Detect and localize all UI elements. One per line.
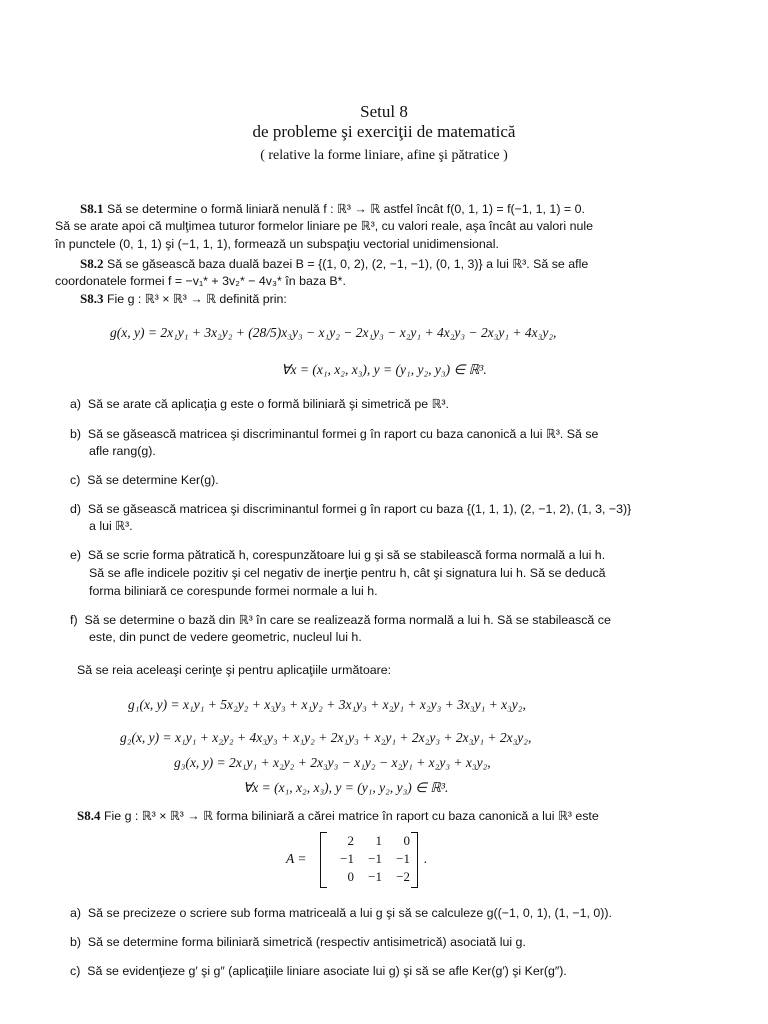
item-tag: b) xyxy=(70,935,82,949)
matrix-cell: −2 xyxy=(396,869,410,884)
s83-item-f xyxy=(70,612,611,629)
matrix-table xyxy=(326,832,410,886)
s83-item-d-cont: a lui ℝ³. xyxy=(89,519,133,533)
s83-item-a xyxy=(70,396,449,413)
s81-line1 xyxy=(80,200,585,218)
s83-item-e-cont1: Să se afle indicele pozitiv şi cel negativ de inerţie pentru h, cât şi signatura lui h. Să se deducă xyxy=(89,566,606,580)
matrix-name: A = xyxy=(286,851,307,866)
item-tag: c) xyxy=(70,473,81,487)
matrix-row xyxy=(326,850,410,868)
s84-intro-line xyxy=(77,807,599,825)
item-tag: e) xyxy=(70,548,82,562)
s84-item-c xyxy=(70,963,567,980)
s83-forall: ∀x = (x₁, x₂, x₃), y = (y₁, y₂, y₃) ∈ ℝ³. xyxy=(281,362,487,377)
s83-repeat: Să se reia aceleaşi cerinţe şi pentru aplicaţiile următoare: xyxy=(77,663,392,677)
s83-g3: g₃(x, y) = 2x₁y₁ + x₂y₂ + 2x₃y₃ − x₁y₂ − x₂y₁ + x₂y₃ + x₃y₂, xyxy=(174,755,491,770)
item-tag: b) xyxy=(70,427,82,441)
item-tag: f) xyxy=(70,613,78,627)
matrix-cell: 0 xyxy=(403,833,410,848)
s81-line3: în punctele (0, 1, 1) şi (−1, 1, 1), formează un subspaţiu vectorial unidimensional. xyxy=(55,237,499,251)
item-tag: c) xyxy=(70,964,81,978)
matrix-period: . xyxy=(424,851,428,866)
matrix-cell: −1 xyxy=(396,851,410,866)
item-text: Să se determine o bază din ℝ³ în care se realizează forma normală a lui h. Să se stabilească ce xyxy=(84,613,611,627)
s83-item-d xyxy=(70,501,631,518)
item-text: Să se găsească matricea şi discriminantul formei g în raport cu baza canonică a lui ℝ³. Să se xyxy=(87,427,599,441)
matrix-cell: 1 xyxy=(375,833,382,848)
item-text: Să se scrie forma pătratică h, corespunzătoare lui g şi să se stabilească forma normală a lui h. xyxy=(87,548,606,562)
s82-line1 xyxy=(80,255,588,273)
s84-label: S8.4 xyxy=(77,808,101,823)
item-tag: d) xyxy=(70,502,82,516)
item-text: Să se determine Ker(g). xyxy=(87,473,219,487)
s83-g1: g₁(x, y) = x₁y₁ + 5x₂y₂ + x₃y₃ + x₁y₂ + 3x₁y₃ + x₂y₁ + x₂y₃ + 3x₃y₁ + x₃y₂, xyxy=(128,697,526,712)
matrix-cell: −1 xyxy=(368,851,382,866)
matrix-right-bracket xyxy=(411,832,418,888)
s83-item-b xyxy=(70,426,598,443)
item-text: Să se determine forma biliniară simetrică (respectiv antisimetrică) asociată lui g. xyxy=(87,935,526,949)
s83-forall2: ∀x = (x₁, x₂, x₃), y = (y₁, y₂, y₃) ∈ ℝ³. xyxy=(243,780,449,795)
s84-item-b xyxy=(70,934,526,951)
item-text: Să se precizeze o scriere sub forma matriceală a lui g şi să se calculeze g((−1, 0, 1), (1, −1, 0)). xyxy=(87,906,612,920)
item-text: Să se evidenţieze g′ şi g″ (aplicaţiile liniare asociate lui g) şi să se afle Ker(g′) şi Ker(g″). xyxy=(87,964,567,978)
item-text: Să se arate că aplicaţia g este o formă biliniară şi simetrică pe ℝ³. xyxy=(87,397,449,411)
s81-line2: Să se arate apoi că mulţimea tuturor formelor liniare pe ℝ³, cu valori reale, aşa încât au valori nule xyxy=(55,219,594,233)
s83-item-c xyxy=(70,472,219,489)
s82-text1: Să se găsească baza duală bazei B = {(1, 0, 2), (2, −1, −1), (0, 1, 3)} a lui ℝ³. Să se afle xyxy=(106,257,589,271)
s82-label: S8.2 xyxy=(80,256,104,271)
s83-formula: g(x, y) = 2x₁y₁ + 3x₂y₂ + (28/5)x₃y₃ − x₁y₂ − 2x₁y₃ − x₂y₁ + 4x₂y₃ − 2x₃y₁ + 4x₃y₂, xyxy=(110,325,557,340)
matrix-A xyxy=(320,832,418,888)
s84-item-a xyxy=(70,905,612,922)
s81-text1: Să se determine o formă liniară nenulă f : ℝ³ → ℝ astfel încât f(0, 1, 1) = f(−1, 1, 1) = 0. xyxy=(106,202,585,216)
page-note: ( relative la forme liniare, afine şi pătratice ) xyxy=(260,148,508,163)
s83-item-f-cont: este, din punct de vedere geometric, nucleul lui h. xyxy=(89,630,362,644)
s83-intro-line xyxy=(80,290,287,308)
s81-label: S8.1 xyxy=(80,201,104,216)
item-tag: a) xyxy=(70,906,82,920)
item-tag: a) xyxy=(70,397,82,411)
s83-label: S8.3 xyxy=(80,291,104,306)
item-text: Să se găsească matricea şi discriminantul formei g în raport cu baza {(1, 1, 1), (2, −1, 2), (1, 3, −3)} xyxy=(87,502,632,516)
matrix-cell: 0 xyxy=(347,869,354,884)
matrix-cell: −1 xyxy=(340,851,354,866)
s84-intro: Fie g : ℝ³ × ℝ³ → ℝ forma biliniară a cărei matrice în raport cu baza canonică a lui ℝ³ este xyxy=(103,809,599,823)
s83-item-b-cont: afle rang(g). xyxy=(89,444,156,458)
s83-item-e xyxy=(70,547,605,564)
s83-item-e-cont2: forma biliniară ce corespunde formei normale a lui h. xyxy=(89,584,378,598)
s83-g2: g₂(x, y) = x₁y₁ + x₂y₂ + 4x₃y₃ + x₁y₂ + 2x₁y₃ + x₂y₁ + 2x₂y₃ + 2x₃y₁ + 2x₃y₂, xyxy=(120,730,532,745)
s83-intro: Fie g : ℝ³ × ℝ³ → ℝ definită prin: xyxy=(106,292,287,306)
page-title: Setul 8 xyxy=(360,102,408,121)
page-subtitle: de probleme şi exerciţii de matematică xyxy=(252,122,516,141)
s82-line2: coordonatele formei f = −v₁* + 3v₂* − 4v₃* în baza B*. xyxy=(55,274,346,288)
matrix-cell: −1 xyxy=(368,869,382,884)
matrix-row xyxy=(326,868,410,886)
matrix-row xyxy=(326,832,410,850)
matrix-cell: 2 xyxy=(347,833,354,848)
